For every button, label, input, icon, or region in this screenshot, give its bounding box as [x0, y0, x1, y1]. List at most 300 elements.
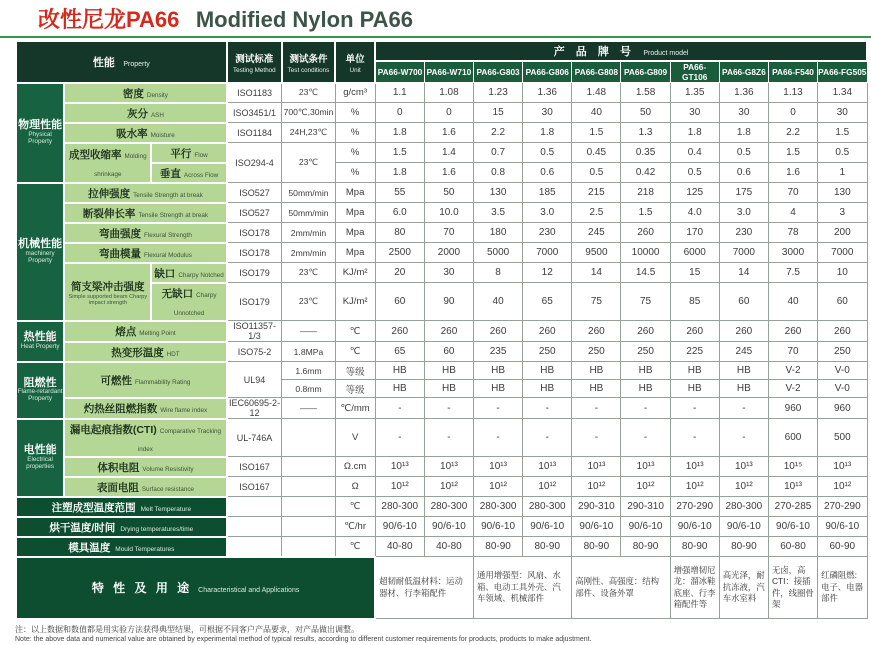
value-cell: 600	[768, 419, 817, 457]
value-cell: HB	[621, 380, 670, 398]
value-cell: 10¹³	[474, 457, 523, 477]
value-cell: 14.5	[621, 263, 670, 283]
value-cell: 1.3	[621, 123, 670, 143]
value-cell: 0	[424, 103, 473, 123]
value-cell: 8	[474, 263, 523, 283]
unit-cell: ℃	[335, 537, 375, 557]
test-condition-cell: 1.8MPa	[282, 342, 335, 362]
value-cell: 10¹²	[818, 477, 867, 497]
value-cell: -	[670, 398, 719, 419]
value-cell: 40-80	[424, 537, 473, 557]
value-cell: 60-80	[768, 537, 817, 557]
value-cell: 9500	[572, 243, 621, 263]
value-cell: 270-290	[670, 497, 719, 517]
value-cell: -	[523, 398, 572, 419]
property-sublabel: 垂直 Across Flow	[151, 163, 226, 183]
category-cell: 电性能 Electrical properties	[16, 419, 64, 497]
value-cell: -	[621, 398, 670, 419]
value-cell: 1.8	[375, 163, 424, 183]
value-cell: 0	[768, 103, 817, 123]
value-cell: 60	[375, 283, 424, 321]
value-cell: 50	[424, 183, 473, 203]
test-standard-cell: UL94	[227, 362, 282, 398]
product-name: PA66-G808	[572, 61, 621, 83]
value-cell: 218	[621, 183, 670, 203]
value-cell: 1.5	[375, 143, 424, 163]
category-cell: 阻燃性 Flame-retardant Property	[16, 362, 64, 419]
value-cell: HB	[474, 362, 523, 380]
value-cell: 260	[474, 321, 523, 342]
value-cell: 30	[670, 103, 719, 123]
value-cell: 60	[424, 342, 473, 362]
test-standard-cell: ISO3451/1	[227, 103, 282, 123]
footnote-en: Note: the above data and numerical value are obtained by experimental method of typical results, according to different customer requirements for products, products to make adjustment.	[15, 636, 592, 644]
value-cell: -	[375, 398, 424, 419]
value-cell: 1.5	[572, 123, 621, 143]
value-cell: 260	[621, 223, 670, 243]
value-cell: 0.5	[818, 143, 867, 163]
value-cell: 90/6-10	[818, 517, 867, 537]
value-cell: 78	[768, 223, 817, 243]
property-label: 弯曲模量 Flexural Modulus	[64, 243, 227, 263]
value-cell: 2.5	[572, 203, 621, 223]
value-cell: -	[719, 419, 768, 457]
test-standard-cell: ISO527	[227, 203, 282, 223]
value-cell: 280-300	[523, 497, 572, 517]
row-band-label: 模具温度 Mould Temperatures	[16, 537, 227, 557]
value-cell: 260	[523, 321, 572, 342]
table-row	[16, 223, 867, 243]
unit-cell: KJ/m²	[335, 263, 375, 283]
value-cell: 10¹²	[572, 477, 621, 497]
property-label: 体积电阻 Volume Resistivity	[64, 457, 227, 477]
value-cell: 960	[768, 398, 817, 419]
value-cell: 10¹⁵	[768, 457, 817, 477]
property-label: 断裂伸长率 Tensile Strength at break	[64, 203, 227, 223]
value-cell: V-0	[818, 380, 867, 398]
unit-cell: KJ/m²	[335, 283, 375, 321]
value-cell: HB	[474, 380, 523, 398]
value-cell: 80-90	[474, 537, 523, 557]
property-label: 可燃性 Flammability Rating	[64, 362, 227, 398]
test-condition-cell: 23℃	[282, 283, 335, 321]
header-unit-zh: 单位	[345, 54, 365, 66]
value-cell: 1.08	[424, 83, 473, 103]
page-title-zh: 改性尼龙PA66	[38, 7, 180, 32]
value-cell: 0.8	[474, 163, 523, 183]
value-cell: 80-90	[572, 537, 621, 557]
value-cell: 1.34	[818, 83, 867, 103]
test-condition-cell	[282, 497, 335, 517]
value-cell: HB	[719, 380, 768, 398]
unit-cell: ℃	[335, 321, 375, 342]
test-standard-cell	[227, 517, 282, 537]
header-product-model	[375, 41, 867, 61]
test-condition-cell	[282, 457, 335, 477]
title-divider	[0, 36, 871, 38]
test-standard-cell: ISO1183	[227, 83, 282, 103]
value-cell: 2000	[424, 243, 473, 263]
test-standard-cell: ISO179	[227, 283, 282, 321]
value-cell: 7.5	[768, 263, 817, 283]
value-cell: 1.13	[768, 83, 817, 103]
value-cell: 1	[818, 163, 867, 183]
value-cell: 0.5	[719, 143, 768, 163]
value-cell: 0.45	[572, 143, 621, 163]
application-cell: 高刚性、高强度：结构部件、设备外罩	[572, 557, 670, 619]
value-cell: 80-90	[621, 537, 670, 557]
property-label: 弯曲强度 Flexural Strength	[64, 223, 227, 243]
value-cell: 10	[818, 263, 867, 283]
value-cell: HB	[424, 380, 473, 398]
table-row	[16, 342, 867, 362]
value-cell: 1.48	[572, 83, 621, 103]
application-cell: 增强增韧尼龙：溜冰鞋底座、行李箱配件等	[670, 557, 719, 619]
test-condition-cell: 1.6mm	[282, 362, 335, 380]
unit-cell: Mpa	[335, 183, 375, 203]
value-cell: 50	[621, 103, 670, 123]
value-cell: 40	[768, 283, 817, 321]
table-row	[16, 321, 867, 342]
test-standard-cell: ISO294-4	[227, 143, 282, 183]
table-row	[16, 83, 867, 103]
value-cell: 500	[818, 419, 867, 457]
value-cell: 10¹²	[719, 477, 768, 497]
value-cell: 1.5	[621, 203, 670, 223]
value-cell: 7000	[719, 243, 768, 263]
value-cell: 70	[424, 223, 473, 243]
applications-band-label: 特 性 及 用 途 Characteristical and Applications	[16, 557, 375, 619]
value-cell: 14	[719, 263, 768, 283]
property-label: 热变形温度 HDT	[64, 342, 227, 362]
value-cell: 10¹³	[424, 457, 473, 477]
test-standard-cell: ISO167	[227, 457, 282, 477]
value-cell: 4	[768, 203, 817, 223]
test-condition-cell: 50mm/min	[282, 183, 335, 203]
header-testing-method	[227, 41, 282, 83]
value-cell: 0.5	[670, 163, 719, 183]
value-cell: 280-300	[719, 497, 768, 517]
value-cell: 1.35	[670, 83, 719, 103]
value-cell: 1.5	[768, 143, 817, 163]
value-cell: 185	[523, 183, 572, 203]
value-cell: 960	[818, 398, 867, 419]
value-cell: 0.5	[572, 163, 621, 183]
product-name: PA66-GT106	[670, 61, 719, 83]
value-cell: 260	[670, 321, 719, 342]
test-standard-cell: ISO75-2	[227, 342, 282, 362]
product-name: PA66-FG505	[818, 61, 867, 83]
value-cell: 260	[818, 321, 867, 342]
value-cell: 1.58	[621, 83, 670, 103]
value-cell: -	[424, 419, 473, 457]
value-cell: 0.4	[670, 143, 719, 163]
test-standard-cell: ISO167	[227, 477, 282, 497]
value-cell: 12	[523, 263, 572, 283]
value-cell: 6.0	[375, 203, 424, 223]
test-condition-cell: 23℃	[282, 143, 335, 183]
test-condition-cell: 50mm/min	[282, 203, 335, 223]
property-sublabel: 无缺口 Charpy Unnotched	[151, 283, 226, 321]
value-cell: 80-90	[523, 537, 572, 557]
property-label: 表面电阻 Surface resistance	[64, 477, 227, 497]
application-cell: 无卤，高CTI：接插件，线圈骨架	[768, 557, 817, 619]
table-row	[16, 243, 867, 263]
value-cell: 5000	[474, 243, 523, 263]
value-cell: -	[572, 419, 621, 457]
value-cell: 15	[670, 263, 719, 283]
table-row	[16, 362, 867, 380]
value-cell: 60	[719, 283, 768, 321]
unit-cell: ℃	[335, 497, 375, 517]
value-cell: 10¹³	[719, 457, 768, 477]
value-cell: 4.0	[670, 203, 719, 223]
value-cell: 130	[818, 183, 867, 203]
value-cell: HB	[375, 362, 424, 380]
product-name: PA66-W710	[424, 61, 473, 83]
value-cell: 60-90	[818, 537, 867, 557]
property-label: 成型收缩率 Molding shrinkage	[64, 143, 151, 183]
value-cell: 1.36	[719, 83, 768, 103]
value-cell: 40	[474, 283, 523, 321]
value-cell: -	[719, 398, 768, 419]
value-cell: -	[474, 398, 523, 419]
test-condition-cell	[282, 477, 335, 497]
value-cell: HB	[523, 362, 572, 380]
property-label: 简支梁冲击强度 Simple supported beam Charpy impact strength	[64, 263, 151, 321]
unit-cell: 等级	[335, 362, 375, 380]
value-cell: 270-285	[768, 497, 817, 517]
unit-cell: g/cm³	[335, 83, 375, 103]
value-cell: 3.0	[719, 203, 768, 223]
test-standard-cell: ISO179	[227, 263, 282, 283]
value-cell: V-2	[768, 362, 817, 380]
product-name: PA66-F540	[768, 61, 817, 83]
application-cell: 通用增强型：风扇、水箱、电动工具外壳、汽车领域、机械部件	[474, 557, 572, 619]
value-cell: 80-90	[719, 537, 768, 557]
value-cell: 10¹²	[424, 477, 473, 497]
test-condition-cell: 0.8mm	[282, 380, 335, 398]
value-cell: 250	[523, 342, 572, 362]
value-cell: 2500	[375, 243, 424, 263]
value-cell: 230	[523, 223, 572, 243]
value-cell: 85	[670, 283, 719, 321]
value-cell: HB	[523, 380, 572, 398]
value-cell: 1.6	[424, 123, 473, 143]
spec-table	[15, 40, 868, 620]
value-cell: 70	[768, 342, 817, 362]
value-cell: 170	[670, 223, 719, 243]
test-condition-cell	[282, 517, 335, 537]
value-cell: 7000	[523, 243, 572, 263]
row-band-label: 注塑成型温度范围 Melt Temperature	[16, 497, 227, 517]
value-cell: 90/6-10	[670, 517, 719, 537]
value-cell: V-0	[818, 362, 867, 380]
property-label: 密度 Density	[64, 83, 227, 103]
property-label: 灰分 ASH	[64, 103, 227, 123]
header-unit-en: Unit	[349, 67, 361, 75]
table-row	[16, 419, 867, 457]
header-testing-method-en: Testing Method	[232, 67, 276, 75]
test-condition-cell: 23℃	[282, 263, 335, 283]
value-cell: 90/6-10	[768, 517, 817, 537]
test-standard-cell: ISO527	[227, 183, 282, 203]
value-cell: 2.2	[474, 123, 523, 143]
value-cell: 175	[719, 183, 768, 203]
value-cell: HB	[424, 362, 473, 380]
value-cell: -	[375, 419, 424, 457]
header-test-conditions-en: Test conditions	[287, 67, 330, 75]
header-property	[16, 41, 227, 83]
value-cell: 260	[621, 321, 670, 342]
row-band-label: 烘干温度/时间 Drying temperatures/time	[16, 517, 227, 537]
value-cell: 250	[621, 342, 670, 362]
category-cell: 物理性能 Physical Property	[16, 83, 64, 183]
property-sublabel: 平行 Flow	[151, 143, 226, 163]
value-cell: 1.23	[474, 83, 523, 103]
property-label: 漏电起痕指数(CTI) Comparative Tracking index	[64, 419, 227, 457]
property-label: 熔点 Melting Point	[64, 321, 227, 342]
unit-cell: %	[335, 143, 375, 163]
value-cell: 7000	[818, 243, 867, 263]
header-test-conditions	[282, 41, 335, 83]
value-cell: 10.0	[424, 203, 473, 223]
value-cell: 20	[375, 263, 424, 283]
value-cell: 1.8	[719, 123, 768, 143]
value-cell: 30	[523, 103, 572, 123]
unit-cell: Mpa	[335, 203, 375, 223]
value-cell: 260	[424, 321, 473, 342]
unit-cell: ℃	[335, 342, 375, 362]
header-test-conditions-zh: 测试条件	[289, 54, 328, 66]
category-cell: 机械性能 machinery Property	[16, 183, 64, 321]
unit-cell: Mpa	[335, 223, 375, 243]
table-row	[16, 457, 867, 477]
value-cell: 65	[523, 283, 572, 321]
table-row	[16, 103, 867, 123]
unit-cell: Mpa	[335, 243, 375, 263]
value-cell: HB	[670, 380, 719, 398]
value-cell: 260	[375, 321, 424, 342]
value-cell: 6000	[670, 243, 719, 263]
test-standard-cell: ISO178	[227, 243, 282, 263]
value-cell: 1.6	[768, 163, 817, 183]
header-product-model-zh: 产 品 牌 号	[553, 46, 635, 58]
value-cell: 90/6-10	[719, 517, 768, 537]
test-condition-cell: 2mm/min	[282, 223, 335, 243]
header-property-en: Property	[123, 60, 150, 68]
test-condition-cell: ——	[282, 321, 335, 342]
test-condition-cell: 23℃	[282, 83, 335, 103]
value-cell: 10¹²	[375, 477, 424, 497]
value-cell: 1.1	[375, 83, 424, 103]
unit-cell: ℃/mm	[335, 398, 375, 419]
value-cell: 10¹²	[523, 477, 572, 497]
value-cell: 90/6-10	[474, 517, 523, 537]
value-cell: 250	[572, 342, 621, 362]
value-cell: 0.35	[621, 143, 670, 163]
value-cell: 0.42	[621, 163, 670, 183]
value-cell: 15	[474, 103, 523, 123]
value-cell: 3.5	[474, 203, 523, 223]
value-cell: 3000	[768, 243, 817, 263]
value-cell: 10¹³	[670, 457, 719, 477]
unit-cell: V	[335, 419, 375, 457]
applications-row	[16, 557, 867, 619]
value-cell: 90/6-10	[424, 517, 473, 537]
value-cell: 10¹³	[621, 457, 670, 477]
value-cell: 10¹²	[474, 477, 523, 497]
value-cell: 10¹³	[523, 457, 572, 477]
test-condition-cell	[282, 537, 335, 557]
value-cell: 1.6	[424, 163, 473, 183]
value-cell: HB	[375, 380, 424, 398]
value-cell: 1.36	[523, 83, 572, 103]
product-name: PA66-G8Z6	[719, 61, 768, 83]
value-cell: 80-90	[670, 537, 719, 557]
value-cell: 280-300	[375, 497, 424, 517]
unit-cell: 等级	[335, 380, 375, 398]
unit-cell: %	[335, 103, 375, 123]
value-cell: HB	[621, 362, 670, 380]
test-condition-cell: 700℃,30min	[282, 103, 335, 123]
value-cell: 30	[719, 103, 768, 123]
page-title-en: Modified Nylon PA66	[195, 7, 414, 32]
test-standard-cell: ISO1184	[227, 123, 282, 143]
application-cell: 超韧耐低温材料：运动器材、行李箱配件	[375, 557, 473, 619]
table-row	[16, 143, 867, 163]
test-standard-cell: IEC60695-2-12	[227, 398, 282, 419]
table-row	[16, 477, 867, 497]
value-cell: 90/6-10	[572, 517, 621, 537]
value-cell: 1.8	[375, 123, 424, 143]
unit-cell: %	[335, 123, 375, 143]
value-cell: 1.4	[424, 143, 473, 163]
value-cell: 90	[424, 283, 473, 321]
value-cell: 1.8	[523, 123, 572, 143]
value-cell: 0.7	[474, 143, 523, 163]
value-cell: HB	[572, 362, 621, 380]
value-cell: 245	[572, 223, 621, 243]
table-row	[16, 123, 867, 143]
footnote-zh: 注：以上数据和数值都是用实验方法获得典型结果，可根据不同客户产品要求，对产品做出调整。	[15, 624, 359, 634]
value-cell: 90/6-10	[375, 517, 424, 537]
product-name: PA66-G803	[474, 61, 523, 83]
product-name: PA66-W700	[375, 61, 424, 83]
value-cell: 75	[621, 283, 670, 321]
table-row	[16, 183, 867, 203]
test-standard-cell	[227, 497, 282, 517]
test-standard-cell	[227, 537, 282, 557]
header-product-model-en: Product model	[643, 50, 689, 57]
value-cell: -	[523, 419, 572, 457]
application-cell: 高光泽，耐抗冻液，汽车水室料	[719, 557, 768, 619]
value-cell: 200	[818, 223, 867, 243]
table-row	[16, 263, 867, 283]
value-cell: 30	[424, 263, 473, 283]
value-cell: 30	[818, 103, 867, 123]
product-name: PA66-G806	[523, 61, 572, 83]
value-cell: 215	[572, 183, 621, 203]
value-cell: -	[424, 398, 473, 419]
table-row	[16, 203, 867, 223]
header-property-zh: 性能	[92, 56, 115, 69]
value-cell: 180	[474, 223, 523, 243]
value-cell: 1.8	[670, 123, 719, 143]
value-cell: 3.0	[523, 203, 572, 223]
value-cell: 125	[670, 183, 719, 203]
value-cell: 10¹³	[818, 457, 867, 477]
